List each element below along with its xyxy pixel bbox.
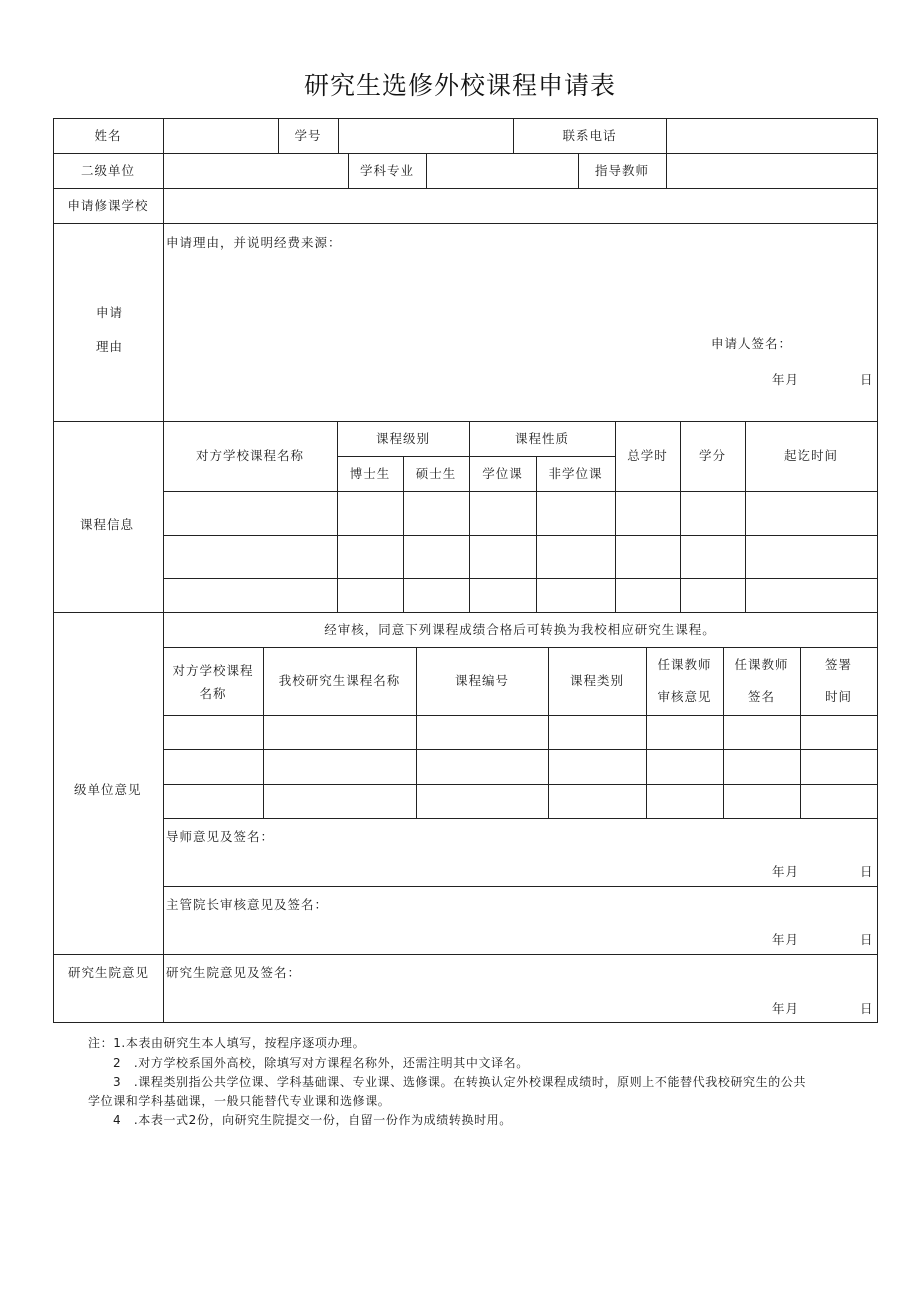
advisor-opinion-label: 导师意见及签名： xyxy=(166,829,275,844)
advisor-field[interactable] xyxy=(666,153,877,188)
school-label: 申请修课学校 xyxy=(67,197,149,213)
note-3: 3 .课程类别指公共学位课、学科基础课、专业课、选修课。在转换认定外校课程成绩时，原则上不能替代我校研究生的公共 xyxy=(113,1075,807,1089)
col-course-nature: 课程性质 xyxy=(514,430,569,446)
advisor-label: 指导教师 xyxy=(594,162,649,178)
col-teacher-review-line1: 任课教师 xyxy=(657,657,712,672)
col-sign-time-line2: 时间 xyxy=(824,689,852,704)
col-other-course-name-line1: 对方学校课程 xyxy=(172,663,254,678)
col-other-course-name: 对方学校课程名称 xyxy=(195,448,304,463)
col-course-code: 课程编号 xyxy=(454,673,509,688)
col-teacher-sign-line1: 任课教师 xyxy=(734,657,789,672)
unit-opinion-statement: 经审核，同意下列课程成绩合格后可转换为我校相应研究生课程。 xyxy=(324,621,716,637)
student-id-label: 学号 xyxy=(294,127,322,143)
col-course-level: 课程级别 xyxy=(375,430,430,446)
name-field[interactable] xyxy=(163,118,278,153)
note-1: 注：1.本表由研究生本人填写，按程序逐项办理。 xyxy=(88,1036,366,1050)
graduate-date-d: 日 xyxy=(860,1001,874,1016)
col-teacher-sign-line2: 签名 xyxy=(747,689,775,704)
col-teacher-sign xyxy=(723,647,800,715)
graduate-date-ym: 年月 xyxy=(772,1001,800,1016)
reason-side-label-1: 申请 xyxy=(96,305,124,320)
reason-date-ym: 年月 xyxy=(772,372,800,387)
col-level-phd: 博士生 xyxy=(349,465,391,481)
unit-field[interactable] xyxy=(163,153,348,188)
note-4: 4 .本表一式2份，向研究生院提交一份，自留一份作为成绩转换时用。 xyxy=(113,1113,512,1127)
reason-prompt: 申请理由，并说明经费来源： xyxy=(166,235,342,250)
school-field[interactable] xyxy=(163,188,877,223)
col-sign-time-line1: 签署 xyxy=(824,657,852,672)
major-field[interactable] xyxy=(426,153,578,188)
reason-date-d: 日 xyxy=(860,372,874,387)
form-title: 研究生选修外校课程申请表 xyxy=(303,71,616,100)
dean-date-ym: 年月 xyxy=(772,932,800,947)
col-level-master: 硕士生 xyxy=(415,465,457,481)
col-period: 起讫时间 xyxy=(783,448,838,463)
dean-opinion-label: 主管院长审核意见及签名： xyxy=(166,897,329,912)
advisor-date-ym: 年月 xyxy=(772,864,800,879)
applicant-signature-label: 申请人签名： xyxy=(711,336,793,351)
major-label: 学科专业 xyxy=(359,162,414,178)
graduate-school-opinion-label: 研究生院意见及签名： xyxy=(166,965,302,980)
graduate-school-side-label: 研究生院意见 xyxy=(68,965,150,980)
note-3-cont: 学位课和学科基础课，一般只能替代专业课和选修课。 xyxy=(88,1094,391,1108)
name-label: 姓名 xyxy=(94,127,122,143)
phone-label: 联系电话 xyxy=(562,127,617,143)
note-2: 2 .对方学校系国外高校，除填写对方课程名称外，还需注明其中文译名。 xyxy=(113,1056,529,1070)
unit-label: 二级单位 xyxy=(80,162,135,178)
col-teacher-review-line2: 审核意见 xyxy=(657,689,712,704)
reason-side-label-2: 理由 xyxy=(96,339,124,354)
unit-opinion-side-label: 级单位意见 xyxy=(74,782,142,797)
col-teacher-review xyxy=(646,647,723,715)
col-nature-nondegree: 非学位课 xyxy=(548,465,603,481)
col-credit: 学分 xyxy=(698,448,726,463)
col-sign-time xyxy=(800,647,877,715)
reason-textarea[interactable] xyxy=(164,252,876,332)
col-total-hours: 总学时 xyxy=(627,448,668,463)
dean-date-d: 日 xyxy=(860,932,874,947)
col-nature-degree: 学位课 xyxy=(482,465,523,481)
student-id-field[interactable] xyxy=(338,118,513,153)
phone-field[interactable] xyxy=(666,118,877,153)
col-other-course-name-line2: 名称 xyxy=(199,686,227,701)
course-info-side-label: 课程信息 xyxy=(80,517,135,532)
advisor-date-d: 日 xyxy=(860,864,874,879)
col-other-course-name-2 xyxy=(163,647,263,715)
col-our-course-name: 我校研究生课程名称 xyxy=(278,673,401,688)
col-course-type: 课程类别 xyxy=(569,673,624,688)
